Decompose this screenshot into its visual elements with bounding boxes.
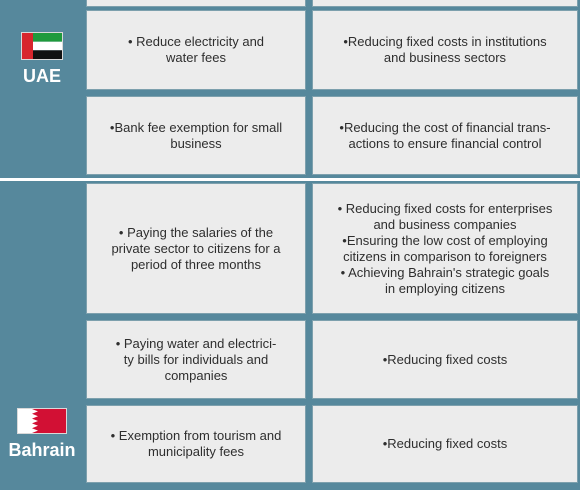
bahrain-goal-cell-2 bbox=[312, 320, 578, 399]
cell-line: in employing citizens bbox=[385, 280, 505, 296]
country-label-bahrain: Bahrain bbox=[8, 440, 76, 460]
cell-line: •Reducing fixed costs bbox=[382, 351, 508, 367]
country-label-uae: UAE bbox=[22, 66, 61, 86]
uae-measure-cell-2 bbox=[86, 96, 306, 175]
cell-line: municipality fees bbox=[147, 444, 245, 459]
cell-line: citizens in comparison to foreigners bbox=[343, 248, 547, 264]
cell-line: and business companies bbox=[373, 216, 517, 232]
cell-line: • Paying the salaries of the bbox=[118, 224, 274, 240]
cell-line: • Reducing fixed costs for enterprises bbox=[337, 200, 553, 216]
cell-line: •Ensuring the low cost of employing bbox=[342, 232, 548, 248]
bahrain-goal-cell-3 bbox=[312, 405, 578, 483]
bahrain-flag-icon bbox=[17, 408, 67, 434]
cell-line: and business sectors bbox=[383, 50, 507, 65]
cell-line: • Reduce electricity and bbox=[127, 34, 265, 49]
cell-line: • Paying water and electrici- bbox=[115, 335, 277, 351]
bahrain-measure-cell-1 bbox=[86, 183, 306, 314]
bahrain-measure-cell-3 bbox=[86, 405, 306, 483]
uae-country-column bbox=[0, 32, 84, 87]
cell-line: actions to ensure financial control bbox=[348, 135, 542, 151]
cell-line: ty bills for individuals and bbox=[123, 351, 269, 367]
uae-measure-cell-1 bbox=[86, 10, 306, 90]
cell-line: water fees bbox=[166, 50, 226, 65]
cell-line: private sector to citizens for a bbox=[111, 240, 281, 256]
cell-line: • Exemption from tourism and bbox=[110, 428, 282, 443]
uae-goal-cell-1 bbox=[312, 10, 578, 90]
uae-flag-icon bbox=[21, 32, 63, 60]
bahrain-goal-cell-1 bbox=[312, 183, 578, 314]
bahrain-country-column bbox=[0, 408, 84, 461]
cell-line: •Reducing the cost of financial trans- bbox=[339, 119, 551, 135]
cell-line: companies bbox=[164, 367, 228, 383]
cell-line: • Achieving Bahrain's strategic goals bbox=[340, 264, 550, 280]
bahrain-measure-cell-2 bbox=[86, 320, 306, 399]
cell-line: •Reducing fixed costs in institutions bbox=[343, 34, 547, 49]
cell-line: •Reducing fixed costs bbox=[382, 436, 508, 451]
cell-line: business bbox=[170, 135, 222, 151]
uae-goal-cell-2 bbox=[312, 96, 578, 175]
previous-row-measure-cell bbox=[86, 0, 306, 7]
cell-line: •Bank fee exemption for small bbox=[109, 119, 283, 135]
previous-row-goal-cell bbox=[312, 0, 578, 7]
cell-line: period of three months bbox=[130, 256, 262, 272]
